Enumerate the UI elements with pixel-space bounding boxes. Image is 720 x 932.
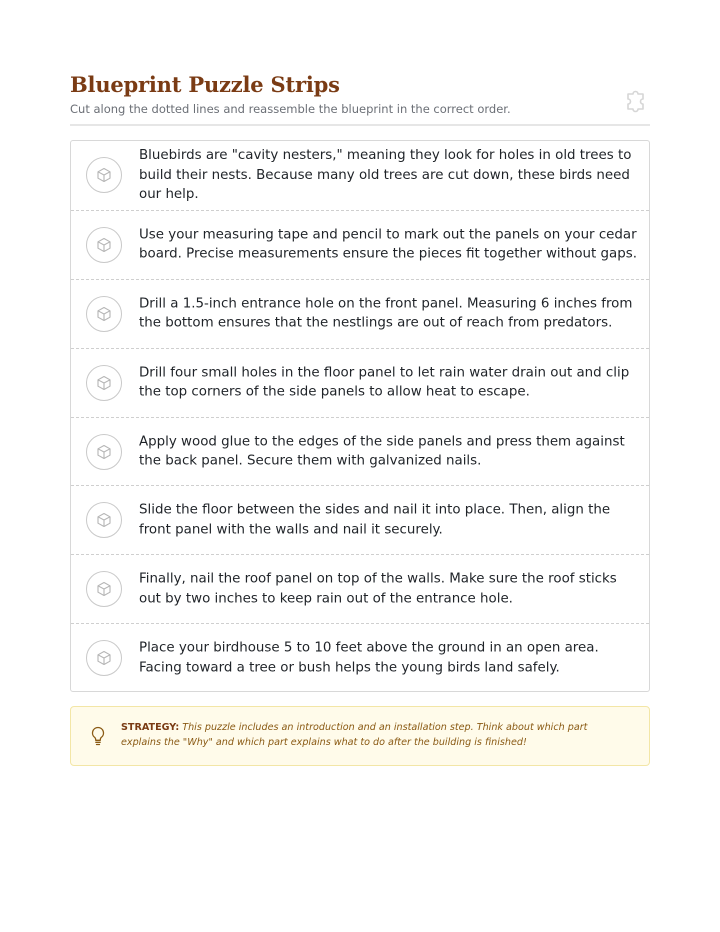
cube-icon (86, 296, 122, 332)
puzzle-strip[interactable] (71, 141, 649, 210)
strip-text: Finally, nail the roof panel on top of the walls. Make sure the roof sticks out by two inches to keep rain out of the entrance hole. (139, 571, 617, 607)
puzzle-strip[interactable] (71, 485, 649, 554)
puzzle-strip[interactable] (71, 348, 649, 417)
strip-text: Drill a 1.5-inch entrance hole on the front panel. Measuring 6 inches from the bottom ensures that the nestlings are out of reach from predators. (139, 296, 633, 331)
strip-text: Use your measuring tape and pencil to mark out the panels on your cedar board. Precise measurements ensure the pieces fit together without gaps. (139, 227, 637, 262)
strip-text: Place your birdhouse 5 to 10 feet above the ground in an open area. Facing toward a tree or bush helps the young birds land safely. (139, 640, 599, 676)
strategy-text (121, 720, 629, 750)
strip-text: Apply wood glue to the edges of the side panels and press them against the back panel. Secure them with galvanized nails. (139, 434, 625, 469)
puzzle-strip[interactable] (71, 210, 649, 279)
strategy-label: STRATEGY: (121, 722, 180, 733)
strategy-body: This puzzle includes an introduction and an installation step. Think about which part explains the "Why" and which part explains what to do after the building is finished! (121, 722, 588, 748)
page-subtitle: Cut along the dotted lines and reassemble the blueprint in the correct order. (70, 102, 511, 116)
puzzle-strip[interactable] (71, 279, 649, 348)
cube-icon (86, 502, 122, 538)
lightbulb-icon (89, 725, 107, 747)
strip-text: Drill four small holes in the floor panel to let rain water drain out and clip the top corners of the side panels to allow heat to escape. (139, 365, 630, 400)
header-divider (70, 124, 650, 126)
cube-icon (86, 365, 122, 401)
strategy-callout (70, 706, 650, 766)
cube-icon (86, 227, 122, 263)
page-title: Blueprint Puzzle Strips (70, 72, 340, 97)
cube-icon (86, 434, 122, 470)
strip-text: Slide the floor between the sides and nail it into place. Then, align the front panel with the walls and nail it securely. (139, 502, 611, 538)
puzzle-piece-icon (620, 88, 650, 118)
puzzle-strip[interactable] (71, 623, 649, 692)
strip-text: Bluebirds are "cavity nesters," meaning they look for holes in old trees to build their nests. Because many old trees are cut down, these birds need our help. (139, 148, 632, 203)
puzzle-strip[interactable] (71, 417, 649, 486)
cube-icon (86, 157, 122, 193)
page-header (70, 70, 650, 117)
puzzle-strips-list (70, 140, 650, 692)
puzzle-strip[interactable] (71, 554, 649, 623)
cube-icon (86, 640, 122, 676)
cube-icon (86, 571, 122, 607)
